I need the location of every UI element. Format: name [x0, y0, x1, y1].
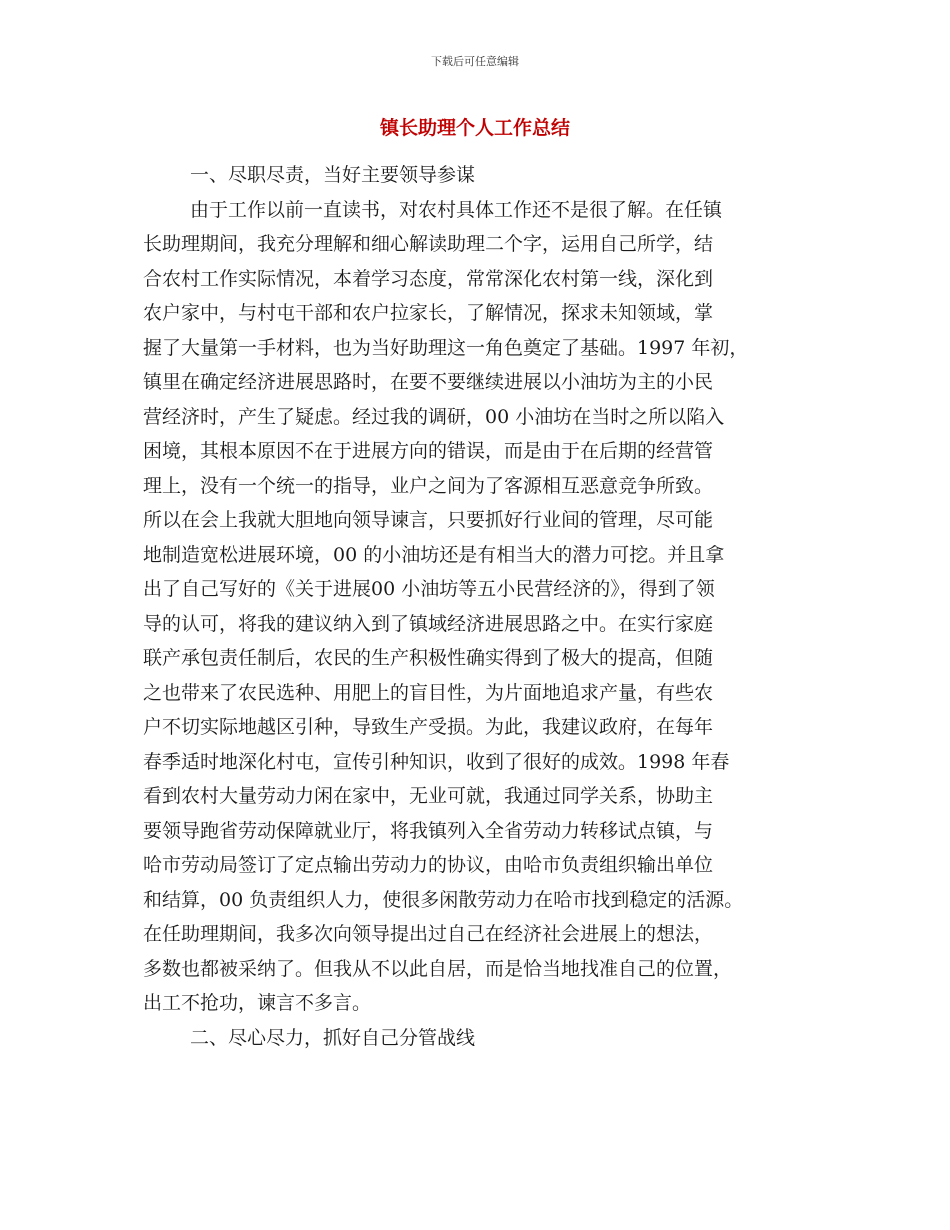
text-line: 理上，没有一个统一的指导，业户之间为了客源相互恶意竞争所致。 [143, 474, 714, 497]
text-line: 多数也都被采纳了。但我从不以此自居，而是恰当地找准自己的位置， [143, 957, 733, 980]
document-body [143, 158, 813, 1055]
text-line: 二、尽心尽力，抓好自己分管战线 [190, 1026, 476, 1049]
text-line: 地制造宽松进展环境，00 的小油坊还是有相当大的潜力可挖。并且拿 [143, 543, 725, 566]
page-header: 下载后可任意编辑 [431, 55, 519, 68]
text-line: 春季适时地深化村屯，宣传引种知识，收到了很好的成效。1998 年春 [143, 750, 730, 773]
text-line: 困境，其根本原因不在于进展方向的错误，而是由于在后期的经营管 [143, 440, 714, 462]
text-line: 镇里在确定经济进展思路时，在要不要继续进展以小油坊为主的小民 [143, 371, 714, 393]
text-line: 哈市劳动局签订了定点输出劳动力的协议，由哈市负责组织输出单位 [143, 854, 714, 876]
text-line: 导的认可，将我的建议纳入到了镇域经济进展思路之中。在实行家庭 [143, 612, 714, 635]
text-line: 出了自己写好的《关于进展00 小油坊等五小民营经济的》，得到了领 [143, 578, 715, 600]
text-line: 在任助理期间，我多次向领导提出过自己在经济社会进展上的想法， [143, 923, 714, 945]
text-line: 出工不抢功，谏言不多言。 [143, 992, 372, 1014]
text-line: 之也带来了农民选种、用肥上的盲目性，为片面地追求产量，有些农 [143, 681, 714, 704]
text-line: 由于工作以前一直读书，对农村具体工作还不是很了解。在任镇 [190, 198, 723, 221]
text-line: 户不切实际地越区引种，导致生产受损。为此，我建议政府，在每年 [143, 716, 714, 738]
document-title: 镇长助理个人工作总结 [379, 117, 570, 139]
text-line: 一、尽职尽责，当好主要领导参谋 [190, 164, 476, 186]
text-line: 看到农村大量劳动力闲在家中，无业可就，我通过同学关系，协助主 [143, 785, 714, 807]
text-line: 和结算，00 负责组织人力，使很多闲散劳动力在哈市找到稳定的活源。 [143, 888, 744, 911]
text-line: 长助理期间，我充分理解和细心解读助理二个字，运用自己所学，结 [143, 233, 714, 255]
text-line: 联产承包责任制后，农民的生产积极性确实得到了极大的提高，但随 [143, 647, 714, 669]
text-line: 农户家中，与村屯干部和农户拉家长，了解情况，探求未知领域，掌 [143, 302, 714, 324]
text-line: 握了大量第一手材料，也为当好助理这一角色奠定了基础。1997 年初， [143, 336, 749, 359]
text-line: 营经济时，产生了疑虑。经过我的调研，00 小油坊在当时之所以陷入 [143, 405, 725, 428]
text-line: 合农村工作实际情况，本着学习态度，常常深化农村第一线，深化到 [143, 267, 714, 290]
text-line: 所以在会上我就大胆地向领导谏言，只要抓好行业间的管理，尽可能 [143, 509, 714, 531]
text-line: 要领导跑省劳动保障就业厅，将我镇列入全省劳动力转移试点镇，与 [143, 819, 714, 842]
